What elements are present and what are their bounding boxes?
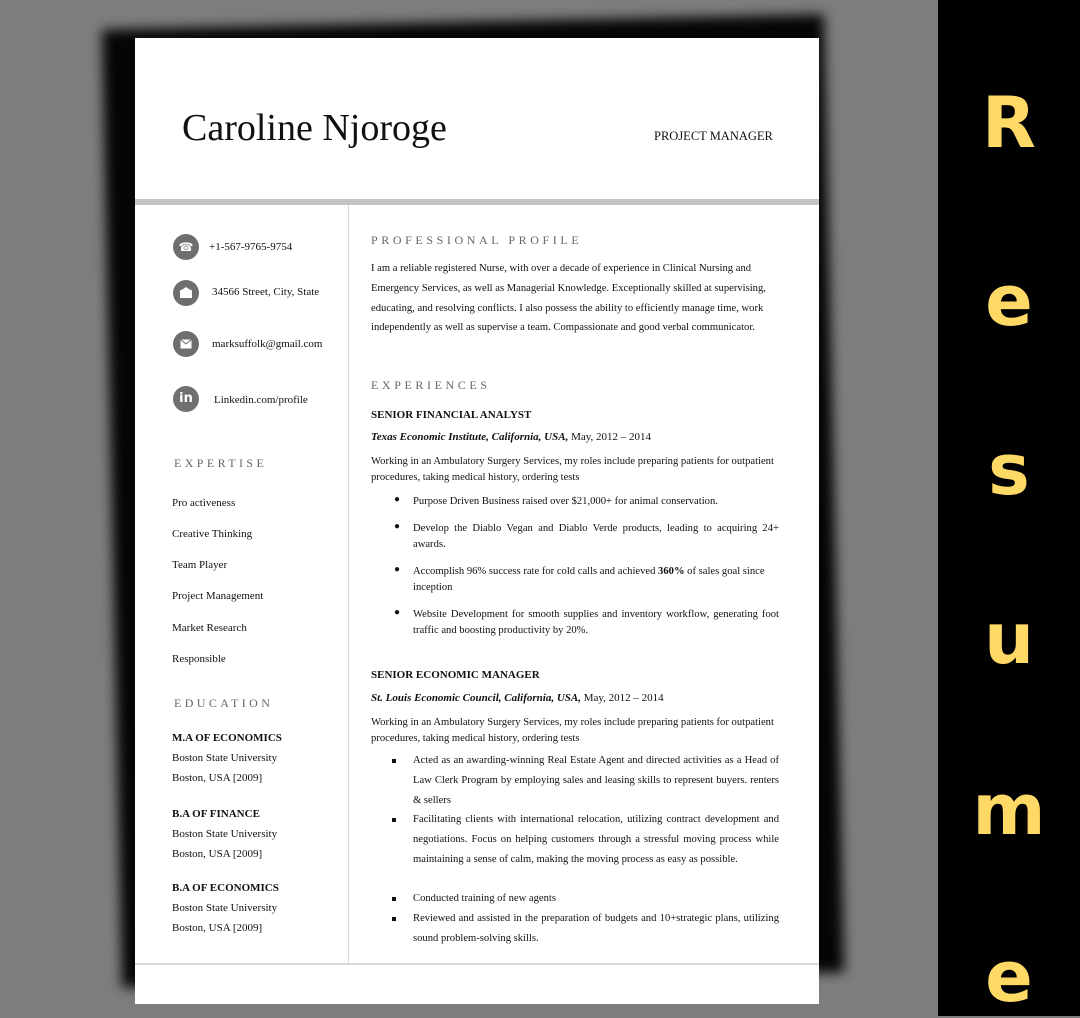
banner-letter: s bbox=[988, 429, 1030, 511]
bullet-dot: ● bbox=[394, 607, 401, 618]
job-title: SENIOR ECONOMIC MANAGER bbox=[371, 669, 540, 681]
job-bullet: Acted as an awarding-winning Real Estate Agent and directed activities as a Head of Law Clerk Program by employing sales and leasing skills to represent buyers. renters & sellers bbox=[413, 755, 779, 806]
banner-letter: m bbox=[972, 769, 1046, 851]
bullet-text-tail: of sales goal since inception bbox=[413, 566, 765, 593]
education-location: Boston, USA [2009] bbox=[172, 772, 263, 784]
education-heading: EDUCATION bbox=[174, 696, 274, 710]
email-icon bbox=[173, 331, 199, 357]
expertise-item: Creative Thinking bbox=[172, 528, 253, 540]
job-bullet: Develop the Diablo Vegan and Diablo Verde products, leading to acquiring 24+ awards. bbox=[413, 523, 779, 550]
job-organization bbox=[371, 431, 651, 443]
job-org-name: St. Louis Economic Council, California, USA, bbox=[371, 692, 581, 704]
bullet-text: Accomplish 96% success rate for cold calls and achieved bbox=[413, 566, 659, 577]
job-bullet: Reviewed and assisted in the preparation of budgets and 10+strategic plans, utilizing sound problem-solving skills. bbox=[413, 913, 779, 944]
banner-letter: e bbox=[985, 936, 1033, 1018]
job-description: Working in an Ambulatory Surgery Services, my roles include preparing patients for outpatient procedures, taking medical history, ordering tests bbox=[371, 456, 774, 483]
bullet-dot: ● bbox=[394, 494, 401, 505]
bullet-highlight: 360% bbox=[658, 566, 685, 577]
candidate-title: PROJECT MANAGER bbox=[654, 129, 773, 143]
education-degree: M.A OF ECONOMICS bbox=[172, 732, 282, 744]
job-bullet: Purpose Driven Business raised over $21,000+ for animal conservation. bbox=[413, 496, 718, 507]
footer-divider bbox=[135, 963, 819, 965]
job-dates: May, 2012 – 2014 bbox=[580, 692, 664, 704]
bullet-square bbox=[392, 917, 396, 921]
expertise-item: Responsible bbox=[172, 653, 226, 665]
job-org-name: Texas Economic Institute, California, USA, bbox=[371, 431, 569, 443]
bullet-square bbox=[392, 897, 396, 901]
education-school: Boston State University bbox=[172, 828, 278, 840]
contact-email[interactable]: marksuffolk@gmail.com bbox=[212, 338, 323, 350]
job-bullet: Conducted training of new agents bbox=[413, 893, 556, 904]
job-description: Working in an Ambulatory Surgery Services, my roles include preparing patients for outpatient procedures, taking medical history, ordering tests bbox=[371, 717, 774, 744]
linkedin-icon: in bbox=[173, 386, 199, 412]
expertise-item: Project Management bbox=[172, 590, 264, 602]
bullet-square bbox=[392, 759, 396, 763]
phone-icon: ☎ bbox=[173, 234, 199, 260]
profile-text: I am a reliable registered Nurse, with over a decade of experience in Clinical Nursing and Emergency Services, as well as Managerial Knowledge. Exceptionally skilled at supervising, educating, and resolving conflicts. I also possess the ability to efficiently manage time, work independently as well as supervise a team. Compassionate and good verbal communicator. bbox=[371, 263, 766, 334]
header-divider bbox=[135, 199, 819, 205]
expertise-heading: EXPERTISE bbox=[174, 456, 268, 470]
contact-phone: +1-567-9765-9754 bbox=[209, 241, 293, 253]
profile-heading: PROFESSIONAL PROFILE bbox=[371, 233, 583, 247]
education-school: Boston State University bbox=[172, 752, 278, 764]
banner-letter: e bbox=[985, 260, 1033, 342]
bullet-dot: ● bbox=[394, 564, 401, 575]
resume-page bbox=[135, 38, 819, 1004]
job-dates: May, 2012 – 2014 bbox=[568, 431, 652, 443]
contact-linkedin[interactable]: Linkedin.com/profile bbox=[214, 394, 308, 406]
column-divider bbox=[348, 205, 349, 964]
job-bullet: Website Development for smooth supplies and inventory workflow, generating foot traffic and boosting productivity by 20%. bbox=[413, 609, 779, 636]
job-title: SENIOR FINANCIAL ANALYST bbox=[371, 409, 532, 421]
education-degree: B.A OF ECONOMICS bbox=[172, 882, 279, 894]
experiences-heading: EXPERIENCES bbox=[371, 378, 491, 392]
candidate-name: Caroline Njoroge bbox=[182, 107, 447, 149]
expertise-item: Pro activeness bbox=[172, 497, 236, 509]
side-banner bbox=[938, 0, 1080, 1016]
expertise-item: Market Research bbox=[172, 622, 247, 634]
education-location: Boston, USA [2009] bbox=[172, 848, 263, 860]
education-degree: B.A OF FINANCE bbox=[172, 808, 260, 820]
job-bullet bbox=[413, 564, 779, 595]
job-bullet: Facilitating clients with international relocation, utilizing contract development and negotiations. Focus on helping customers through a stressful moving process while maintaining a sense of calm, making the moving process as easy as possible. bbox=[413, 814, 779, 865]
bullet-square bbox=[392, 818, 396, 822]
banner-letter: R bbox=[982, 82, 1036, 164]
bullet-dot: ● bbox=[394, 521, 401, 532]
contact-address: 34566 Street, City, State bbox=[212, 286, 320, 298]
banner-letter: u bbox=[984, 598, 1034, 680]
education-location: Boston, USA [2009] bbox=[172, 922, 263, 934]
job-organization bbox=[371, 692, 664, 704]
expertise-item: Team Player bbox=[172, 559, 228, 571]
address-icon bbox=[173, 280, 199, 306]
education-school: Boston State University bbox=[172, 902, 278, 914]
